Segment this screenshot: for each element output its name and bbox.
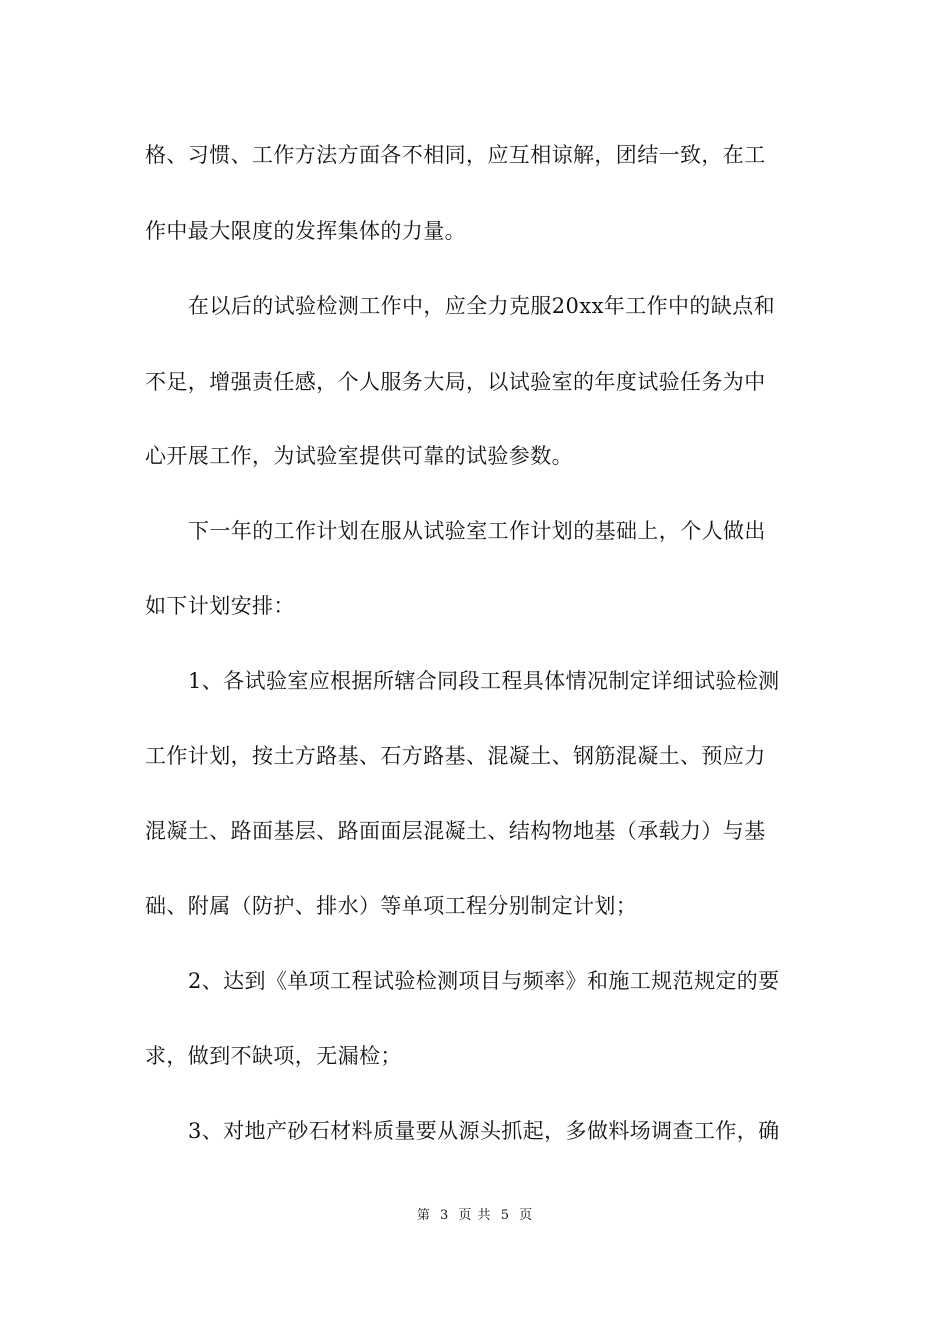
text-line-5: 心开展工作，为试验室提供可靠的试验参数。 — [145, 444, 573, 468]
text-line-12: 2、达到《单项工程试验检测项目与频率》和施工规范规定的要 — [188, 969, 780, 993]
text-line-4: 不足，增强责任感，个人服务大局，以试验室的年度试验任务为中 — [145, 370, 766, 394]
text-line-6: 下一年的工作计划在服从试验室工作计划的基础上，个人做出 — [188, 519, 766, 543]
footer-middle: 页 共 — [458, 1208, 492, 1223]
text-line-10: 混凝土、路面基层、路面面层混凝土、结构物地基（承载力）与基 — [145, 819, 766, 843]
footer-total-pages: 5 — [500, 1208, 510, 1223]
text-line-1: 格、习惯、工作方法方面各不相同，应互相谅解，团结一致，在工 — [145, 143, 766, 167]
text-line-9: 工作计划，按土方路基、石方路基、混凝土、钢筋混凝土、预应力 — [145, 744, 766, 768]
text-line-2: 作中最大限度的发挥集体的力量。 — [145, 219, 466, 243]
text-line-13: 求，做到不缺项，无漏检； — [145, 1044, 402, 1068]
text-line-14: 3、对地产砂石材料质量要从源头抓起，多做料场调查工作，确 — [188, 1119, 780, 1143]
footer-suffix: 页 — [519, 1208, 534, 1223]
footer-prefix: 第 — [416, 1208, 431, 1223]
footer-current-page: 3 — [440, 1208, 450, 1223]
page-footer — [0, 1208, 950, 1224]
text-line-7: 如下计划安排： — [145, 594, 295, 618]
text-line-3: 在以后的试验检测工作中，应全力克服20xx年工作中的缺点和 — [188, 294, 776, 318]
text-line-8: 1、各试验室应根据所辖合同段工程具体情况制定详细试验检测 — [188, 669, 780, 693]
text-line-11: 础、附属（防护、排水）等单项工程分别制定计划； — [145, 894, 638, 918]
